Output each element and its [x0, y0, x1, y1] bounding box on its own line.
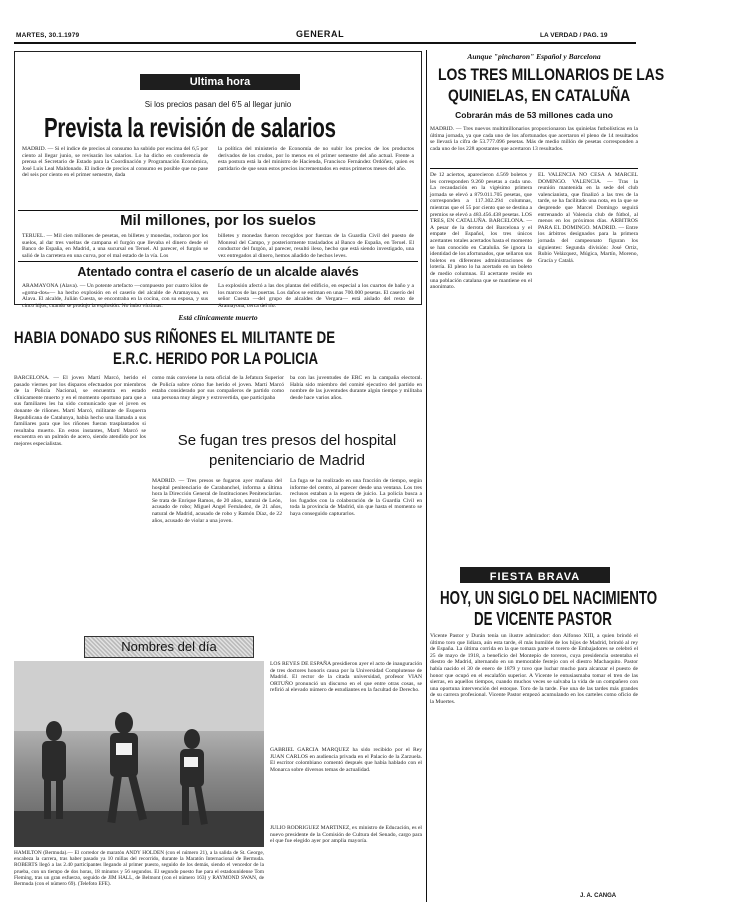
millones-headline-text: Mil millones, por los suelos: [120, 212, 316, 229]
millones-headline: [20, 212, 416, 232]
presos-headline-2: [152, 452, 422, 472]
millones-rule: [18, 210, 418, 211]
presos-col-1: MADRID. — Tres presos se fugaron ayer mañana del hospital penitenciario de Carabanchel, informa a última hora la Dirección General de Instituciones Penitenciarias. Se trata de Enrique Ramos, de 20 años, natural de León, acusado de robo; Miguel Angel Fernández, de 21 años, natural de Madrid, acusado de robo y Ramón Díaz, de 22 años, acusado de violar a una joven.: [152, 478, 282, 524]
nombres-col-c: JULIO RODRIGUEZ MARTINEZ, ex ministro de Educación, es el nuevo presidente de la Comisión de Cultura del Senado, cargo para el que fue elegido ayer por amplia mayoría.: [270, 825, 422, 845]
presos-col-2: La fuga se ha realizado en una fracción de tiempo, según informe del centro, al parecer desde una ventana. Los tres reclusos estaban a la espera de juicio. La policía busca a los fugados con la colaboración de la Guardia Civil en toda la provincia de Madrid, sin que hasta el momento se haya conseguido capturarlos.: [290, 478, 422, 517]
rinones-headline-2-text: E.R.C. HERIDO POR LA POLICIA: [112, 349, 318, 368]
presos-headline-2-text: penitenciario de Madrid: [209, 452, 365, 469]
rinones-headline-1-text: HABIA DONADO SUS RIÑONES EL MILITANTE DE: [14, 328, 336, 347]
masthead-date: MARTES, 30.1.1979: [16, 32, 80, 39]
rinones-headline-1: [14, 328, 422, 347]
rinones-col-2: como más conviene la nota oficial de la Jefatura Superior de Policía sobre cómo fue herido el joven. Martí Marcó estaba considerado por sus compañeros de partido como una persona muy alegre y extrovertida, que participaba: [152, 375, 284, 401]
atentado-col-2: La explosión afectó a las dos plantas del edificio, en especial a los cuartos de baño y a los marcos de las puertas. Los daños se estiman en unas 700.000 pesetas. El caserío del señor Cuesta —del grupo de alcaldes de Vergara— está aislado del resto de Aramayona, cerca del río.: [218, 283, 414, 309]
salarios-kicker: Si los precios pasan del 6'5 al llegar junio: [144, 100, 292, 109]
nombres-caption: HAMILTON (Bermuda).— El corredor de maratón ANDY HOLDEN (con el número 21), a la salida de St. George, encabeza la carrera, tras haber pasado ya 10 millas del recorrido, durante la Maratón Internacional de Bermuda. ROBERTS llegó a las 2.40 participantes llegando al primer puesto, seguido de los demás, siendo el vencedor de la prueba, con un tiempo de dos horas, 18 minutos y 56 segundos. El segundo puesto fue para el estadounidense Tom Fleming, tras un gran esfuerzo, seguido de JIM HALL, de Belmont (con el número 163) y RAYMOND SWAN, de Bermuda (con el número 69). (Telefoto EFE).: [14, 850, 264, 888]
column-divider: [426, 50, 427, 902]
quinielas-col-1: De 12 aciertos, aparecieron 4.569 boletos y les corresponden 9.260 pesetas a cada uno. La recaudación en la vigésimo primera jornada se elevó a 879.011.705 pesetas, que corresponden a 117.302.294 columnas, mientras que el 55 por ciento que se destina a premios se elevó a 483.456.438 pesetas. LOS TRES, EN CATALUÑA. BARCELONA. — A pesar de la derrota del Barcelona y el empate del Español, los tres únicos acertantes totales acertados hasta el momento se han conocido en Cataluña. Se ignora la identidad de los afortunados, que sellaron sus boletos en diferentes administraciones de lotería. El pleno lo ha acertado en un boleto de medio columnas. El acertante reside en una población catalana que se mantiene en el anonimato.: [430, 172, 532, 291]
fiesta-brava-banner: [460, 567, 610, 583]
millones-col-2: billetes y monedas fueron recogidos por fuerzas de la Guardia Civil del puesto de Monreal del Campo, y posteriormente trasladados al Banco de España, en Teruel. El conductor del furgón, al parecer, resultó ileso, hecho que está siendo investigado, una vez entregados al dinero, hemos añadido de hechos leves.: [218, 233, 414, 259]
quinielas-headline-2: [430, 86, 638, 106]
millones-col-1: TERUEL. — Mil cien millones de pesetas, en billetes y monedas, rodaron por los suelos, al dar tres vueltas de campana el furgón que llevaba el dinero desde el Banco de España, en Madrid, a una sucursal en Teruel. Al parecer, el furgón se salió de la carretera en una curva, por el mal estado de la vía. Los: [22, 233, 208, 259]
masthead-rule: [14, 42, 636, 44]
quinielas-lead: MADRID. — Tres nuevos multimillonarios proporcionaron las quinielas futbolísticas en la última jornada, ya que cada uno de los afortunados que acertaron el pleno de 14 resultados se llevará la cifra de 53.777.096 pesetas. Más de medio millón de pesetas corresponden a cada uno de los 228 apostantes que acertaron 13 resultados.: [430, 126, 638, 152]
pastor-headline-1-text: HOY, UN SIGLO DEL NACIMIENTO: [440, 588, 658, 608]
ultima-hora-banner: [140, 74, 300, 90]
quinielas-headline-1-text: LOS TRES MILLONARIOS DE LAS: [438, 65, 665, 84]
pastor-headline-1: [430, 588, 658, 608]
masthead-paper: LA VERDAD / PAG. 19: [540, 32, 608, 39]
ultima-hora-banner-text: Ultima hora: [189, 76, 251, 88]
quinielas-subhead: Cobrarán más de 53 millones cada uno: [455, 110, 613, 120]
atentado-headline: [20, 263, 416, 281]
salarios-headline: [20, 112, 416, 142]
nombres-col-b: GABRIEL GARCIA MARQUEZ ha sido recibido por el Rey JUAN CARLOS en audiencia privada en el Palacio de la Zarzuela. El escritor colombiano comentó después que había hablado con el Monarca sobre diversos temas de actualidad.: [270, 747, 422, 773]
pastor-headline-2: [430, 609, 638, 629]
fiesta-brava-banner-text: FIESTA BRAVA: [489, 571, 581, 583]
quinielas-col-2: EL VALENCIA NO CESA A MARCEL DOMINGO. VALENCIA. — Tras la reunión mantenida en la sede del club valencianista, que finalizó a las tres de la tarde, se ha facilitado una nota, en la que se desprende que Marcel Domingo seguirá entrenando al Valencia club de fútbol, al menos en los próximos días. ARBITROS PARA EL DOMINGO. MADRID. — Entre los árbitros designados para la primera jornada del campeonato figuran los siguientes: Segunda división: José Ortiz, Rubio Velázquez, Múgica, Martín, Moreno, Gracía y Catalá.: [538, 172, 638, 264]
atentado-headline-text: Atentado contra el caserío de un alcalde alavés: [77, 265, 359, 279]
rinones-kicker: Está clínicamente muerto: [178, 313, 258, 322]
quinielas-kicker: Aunque "pincharon" Español y Barcelona: [467, 52, 601, 61]
marathon-runners-illustration: [14, 661, 264, 847]
atentado-rule: [18, 261, 418, 262]
marathon-photo: [14, 661, 264, 847]
atentado-col-1: ARAMAYONA (Alava). — Un potente artefacto —compuesto por cuatro kilos de «goma-dos»— ha hecho explosión en el caserío del alcalde de Aramayona, en Alava. El alcalde, Julián Cuesta, se encontraba en la cocina, con su esposa, y sus cinco hijos, cuando se produjo la explosión. No hubo víctimas.: [22, 283, 208, 309]
salarios-headline-text: Prevista la revisión de salarios: [44, 112, 336, 143]
pastor-signature: J. A. CANGA: [580, 893, 617, 899]
presos-headline-1-text: Se fugan tres presos del hospital: [177, 432, 397, 449]
rinones-col-1: BARCELONA. — El joven Martí Marcó, herido el pasado viernes por los disparos efectuados por miembros de la Policía Nacional, se encuentra en estado clínicamente muerto y en el momento oportuno para que a sus familiares les ha sido comunicado que el joven es donante de riñones. Martí Marcó, militante de Esquerra Republicana de Catalunya, había hecho una llamada a sus familiares para que los riñones fueran trasplantados si resultaba muerto. En estos instantes, Martí Marcó se encuentra en un pulmón de acero, siendo atendido por los mejores especialistas.: [14, 375, 146, 447]
nombres-header: [84, 636, 254, 658]
quinielas-headline-2-text: QUINIELAS, EN CATALUÑA: [448, 86, 631, 105]
quinielas-rule: [430, 168, 638, 169]
quinielas-headline-1: [430, 65, 665, 85]
rinones-col-3: ba con las juventudes de ERC en la campaña electoral. Había sido miembro del comité ejecutivo del partido en nombre de las juventudes durante algún tiempo y militaba desde hace varios años.: [290, 375, 422, 401]
nombres-col-a: LOS REYES DE ESPAÑA presidieron ayer el acto de inauguración de tres doctores honoris causa por la Universidad Complutense de Madrid. El rector de la citada universidad, profesor VIAN ORTUÑO pronunció un discurso en el que entre otras cosas, se refirió al elevado número de estudiantes en la facultad de Derecho.: [270, 661, 422, 694]
salarios-col-1: MADRID. — Si el índice de precios al consumo ha subido por encima del 6,5 por ciento al llegar junio, se revisarán los salarios. Lo ha dicho en conferencia de prensa el Secretario de Estado para la Coordinación y Programación Económica, José Luis Leal Maldonado. El índice de precios al consumo es posible que no pase del seis por ciento en el primer semestre, dada: [22, 146, 208, 179]
salarios-col-2: la política del ministerio de Economía de no subir los precios de los productos derivados de los crudos, por lo menos en el primer semestre del año actual. Frente a esta postura está la del ministro de Hacienda, Francisco Fernández Ordóñez, quien es partidario de que sean estos precios incrementados en estos primeros meses del año.: [218, 146, 414, 172]
presos-headline-1: [152, 432, 422, 452]
pastor-headline-2-text: DE VICENTE PASTOR: [474, 609, 612, 629]
masthead-section: GENERAL: [296, 29, 345, 39]
nombres-header-text: Nombres del día: [121, 639, 217, 654]
rinones-headline-2: [14, 349, 422, 368]
pastor-body: Vicente Pastor y Durán tenía un ilustre admirador: don Alfonso XIII, a quien brindó el último toro que lidiara, aún esta tarde, él más humilde de los hijos de Madrid, brindó al rey de España. La última corrida en la que tomara parte el torero de Embajadores se celebró el 25 de mayo de 1918, a beneficio del Montepío de toreros, cuya presidencia ostentaba el diestro de Madrid, alternando en un memorable festejo con el diestro Machaquito. Pastor había nacido el 30 de enero de 1879 y tuvo que luchar mucho para alcanzar el puesto de honor que ocupó en el escalafón superior. A Vicente le entusiasmaba tomar el tren de las sierras, en aquellos tiempos, cuando muchos veces se salvaba la vida de un compañero con una oportuna intervención del estoque. Toro de la tarde. Fue una de las tardes más grandes de su carrera profesional. Vicente Pastor empezó acumulando en los carteles como oficio de la Muertes.: [430, 633, 638, 705]
